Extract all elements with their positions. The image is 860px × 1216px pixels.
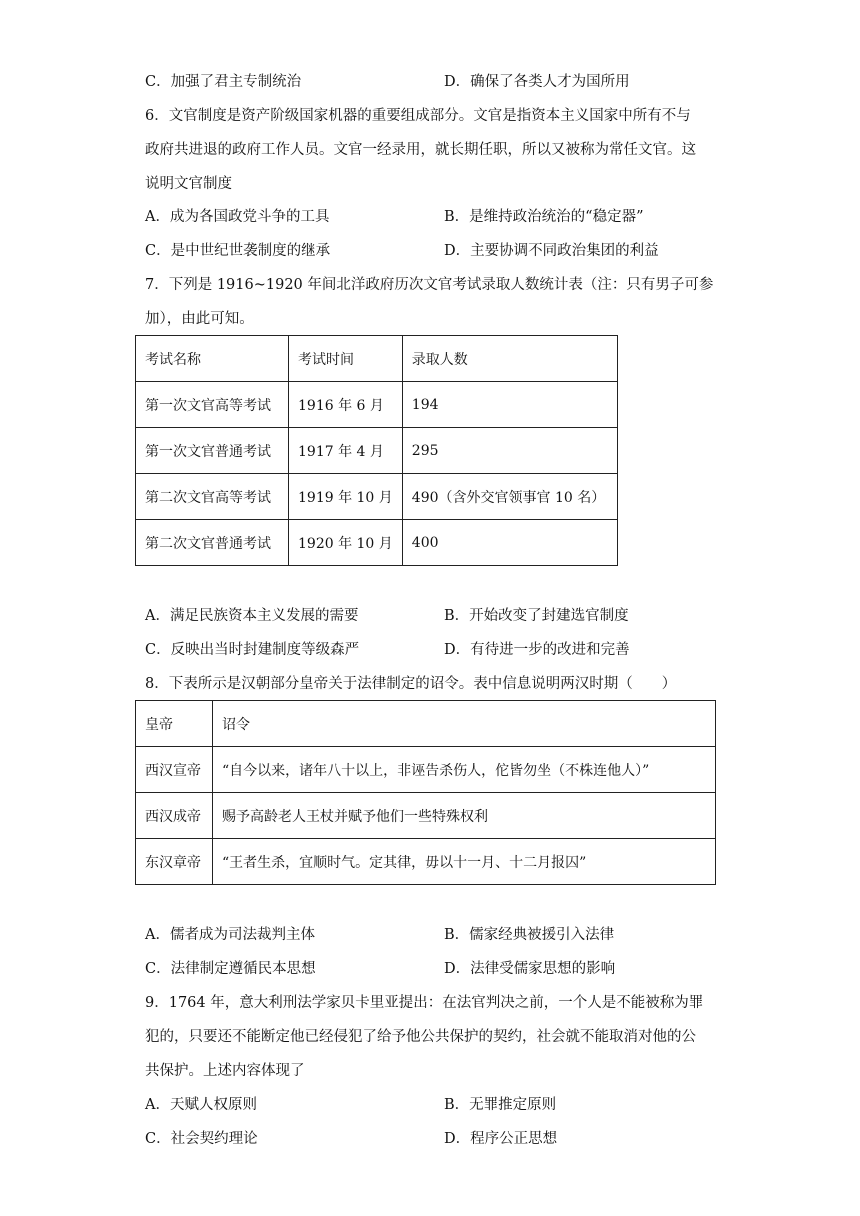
table-header-cell: 录取人数 [402, 336, 617, 382]
q7-option-b: B．开始改变了封建选官制度 [444, 608, 629, 624]
table-header-cell: 考试名称 [136, 336, 289, 382]
q7-option-a: A．满足民族资本主义发展的需要 [145, 608, 359, 624]
q9-stem-line-2: 犯的，只要还不能断定他已经侵犯了给予他公共保护的契约，社会就不能取消对他的公 [145, 1029, 696, 1045]
table-row [136, 428, 618, 474]
q7-exam-table [135, 335, 618, 566]
table-row [136, 520, 618, 566]
table-row [136, 382, 618, 428]
q7-stem-line-1: 7．下列是 1916~1920 年间北洋政府历次文官考试录取人数统计表（注：只有男子可参 [145, 277, 714, 293]
q9-stem-line-1: 9．1764 年，意大利刑法学家贝卡里亚提出：在法官判决之前，一个人是不能被称为罪 [145, 995, 704, 1011]
table-cell: 第二次文官普通考试 [136, 520, 289, 566]
q6-option-c: C．是中世纪世袭制度的继承 [145, 243, 331, 259]
table-cell: 1917 年 4 月 [289, 428, 403, 474]
table-cell: 赐予高龄老人王杖并赋予他们一些特殊权利 [213, 793, 716, 839]
q8-option-a: A．儒者成为司法裁判主体 [145, 927, 315, 943]
table-cell: “自今以来，诸年八十以上，非诬告杀伤人，佗皆勿坐（不株连他人）” [213, 747, 716, 793]
table-cell: 1916 年 6 月 [289, 382, 403, 428]
table-header-row [136, 336, 618, 382]
q9-stem-line-3: 共保护。上述内容体现了 [145, 1063, 305, 1079]
q7-option-c: C．反映出当时封建制度等级森严 [145, 642, 360, 658]
table-cell: 194 [402, 382, 617, 428]
table-cell: 400 [402, 520, 617, 566]
table-cell: 490（含外交官领事官 10 名） [402, 474, 617, 520]
table-cell: 第一次文官高等考试 [136, 382, 289, 428]
q7-option-d: D．有待进一步的改进和完善 [444, 642, 630, 658]
table-cell: “王者生杀，宜顺时气。定其律，毋以十一月、十二月报囚” [213, 839, 716, 885]
q6-stem-line-1: 6．文官制度是资产阶级国家机器的重要组成部分。文官是指资本主义国家中所有不与 [145, 108, 691, 124]
table-cell: 西汉成帝 [136, 793, 213, 839]
table-row [136, 793, 716, 839]
table-header-cell: 考试时间 [289, 336, 403, 382]
table-cell: 1919 年 10 月 [289, 474, 403, 520]
table-cell: 西汉宣帝 [136, 747, 213, 793]
table-header-cell: 皇帝 [136, 701, 213, 747]
q8-option-b: B．儒家经典被援引入法律 [444, 927, 615, 943]
table-header-cell: 诏令 [213, 701, 716, 747]
q9-option-a: A．天赋人权原则 [145, 1097, 257, 1113]
q6-stem-line-3: 说明文官制度 [145, 176, 232, 192]
table-header-row [136, 701, 716, 747]
q9-option-b: B．无罪推定原则 [444, 1097, 557, 1113]
q9-option-d: D．程序公正思想 [444, 1131, 558, 1147]
table-row [136, 747, 716, 793]
q5-option-d: D．确保了各类人才为国所用 [444, 74, 630, 90]
q8-option-c: C．法律制定遵循民本思想 [145, 961, 316, 977]
q8-stem-line-1: 8．下表所示是汉朝部分皇帝关于法律制定的诏令。表中信息说明两汉时期（ ） [145, 676, 677, 692]
q8-option-d: D．法律受儒家思想的影响 [444, 961, 616, 977]
table-cell: 第二次文官高等考试 [136, 474, 289, 520]
table-row [136, 474, 618, 520]
table-cell: 第一次文官普通考试 [136, 428, 289, 474]
q8-edict-table [135, 700, 716, 885]
q6-option-a: A．成为各国政党斗争的工具 [145, 209, 330, 225]
q9-option-c: C．社会契约理论 [145, 1131, 258, 1147]
q5-option-c: C．加强了君主专制统治 [145, 74, 302, 90]
table-cell: 295 [402, 428, 617, 474]
table-cell: 东汉章帝 [136, 839, 213, 885]
q6-option-d: D．主要协调不同政治集团的利益 [444, 243, 659, 259]
table-row [136, 839, 716, 885]
q7-stem-line-2: 加），由此可知。 [145, 311, 254, 327]
table-cell: 1920 年 10 月 [289, 520, 403, 566]
q6-stem-line-2: 政府共进退的政府工作人员。文官一经录用，就长期任职，所以又被称为常任文官。这 [145, 142, 696, 158]
q6-option-b: B．是维持政治统治的“稳定器” [444, 209, 644, 225]
